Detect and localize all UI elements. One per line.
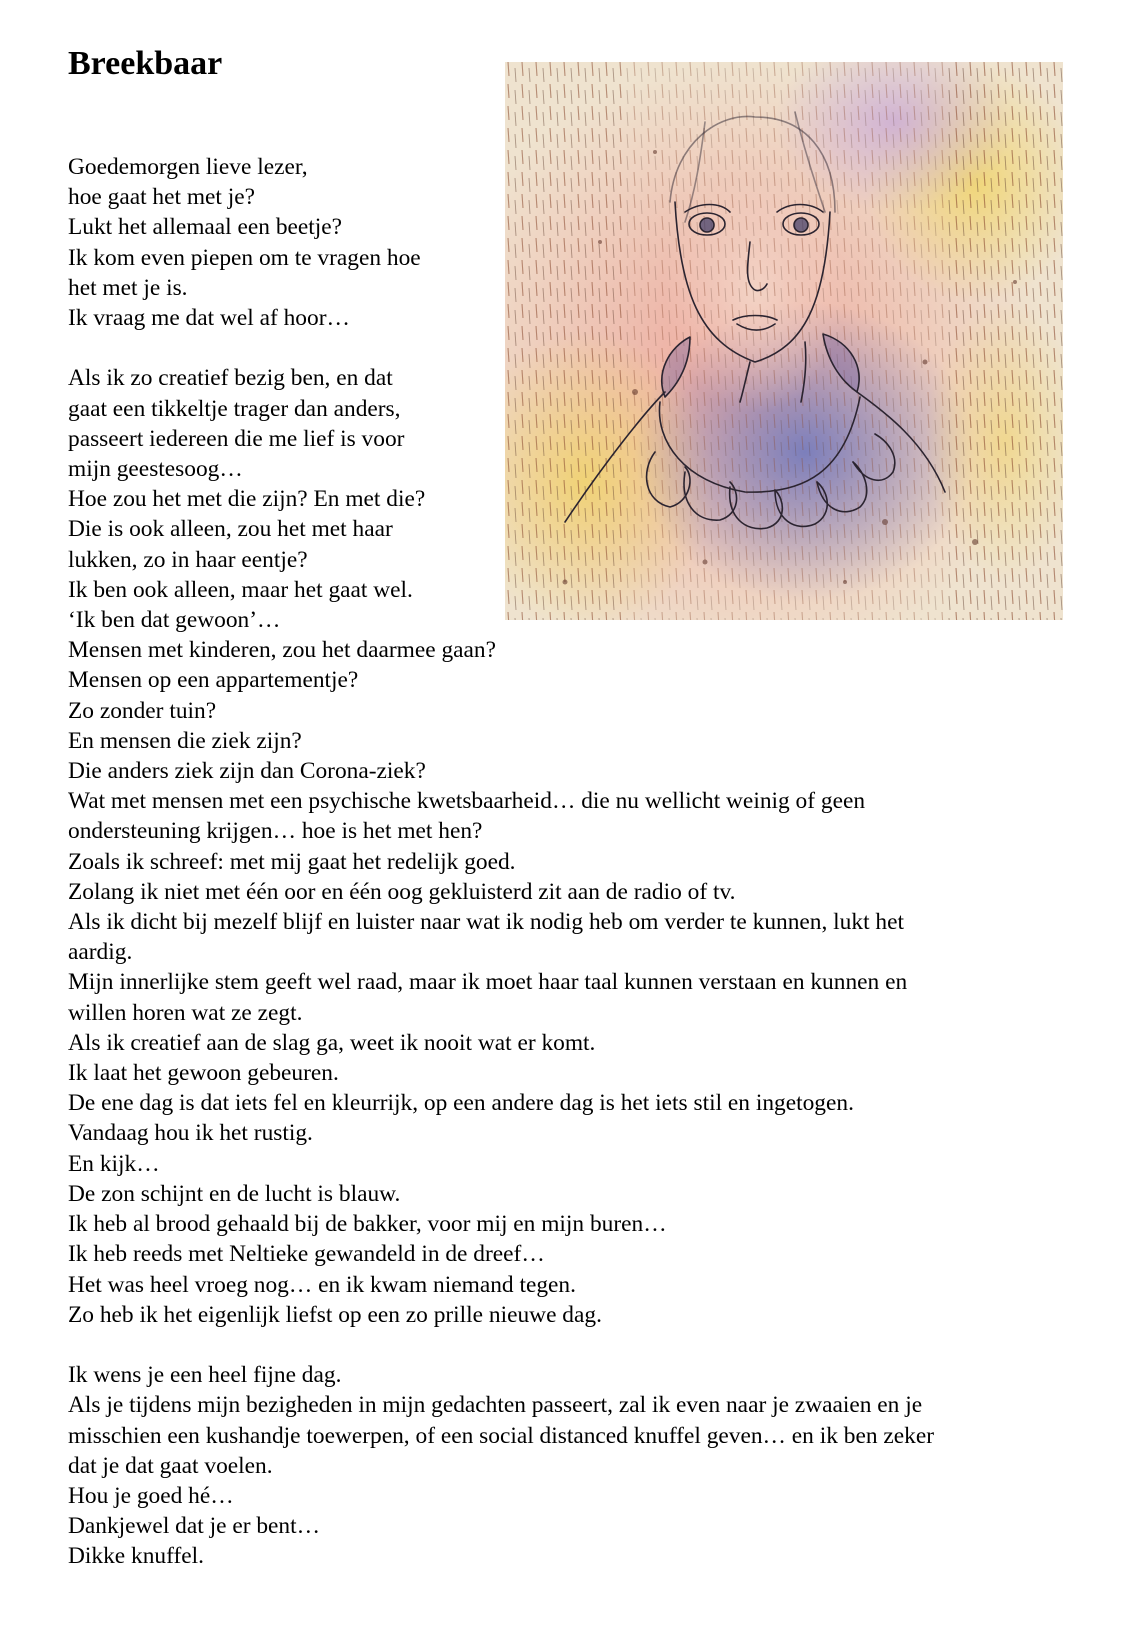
text-line: Zo zonder tuin? [68,697,217,724]
text-line: Mensen op een appartementje? [68,667,359,694]
text-line: hoe gaat het met je? [68,184,256,211]
text-line: Die is ook alleen, zou het met haar [68,516,393,543]
text-line: Als ik dicht bij mezelf blijf en luister naar wat ik nodig heb om verder te kunnen, lukt het [68,909,904,936]
text-line: Ik ben ook alleen, maar het gaat wel. [68,576,413,603]
text-line: Wat met mensen met een psychische kwetsbaarheid… die nu wellicht weinig of geen [68,788,866,815]
text-line: En mensen die ziek zijn? [68,727,302,754]
text-line: Goedemorgen lieve lezer, [68,154,308,180]
text-line: Ik vraag me dat wel af hoor… [68,305,350,332]
text-line: aardig. [68,939,133,966]
text-line: Lukt het allemaal een beetje? [68,214,343,241]
text-line: willen horen wat ze zegt. [68,999,303,1026]
text-line: Ik wens je een heel fijne dag. [68,1362,342,1389]
text-line: Ik laat het gewoon gebeuren. [68,1060,339,1087]
text-line: De zon schijnt en de lucht is blauw. [68,1180,401,1207]
text-line: ‘Ik ben dat gewoon’… [68,607,281,634]
blank-line [68,1330,1078,1360]
text-line: Mijn innerlijke stem geeft wel raad, maar ik moet haar taal kunnen verstaan en kunnen en [68,969,908,996]
text-line: mijn geestesoog… [68,456,243,483]
blank-line [68,333,1078,363]
letter-body [68,152,1078,1572]
text-line: Die anders ziek zijn dan Corona-ziek? [68,758,426,785]
text-line: lukken, zo in haar eentje? [68,546,308,573]
text-line: Zolang ik niet met één oor en één oog gekluisterd zit aan de radio of tv. [68,878,736,905]
text-line: Vandaag hou ik het rustig. [68,1120,313,1147]
text-line: Hou je goed hé… [68,1482,234,1509]
text-line: Als je tijdens mijn bezigheden in mijn gedachten passeert, zal ik even naar je zwaaien en je [68,1392,923,1419]
text-line: Ik kom even piepen om te vragen hoe [68,244,421,271]
text-line: dat je dat gaat voelen. [68,1452,273,1479]
text-line: Zo heb ik het eigenlijk liefst op een zo prille nieuwe dag. [68,1301,602,1328]
text-line: En kijk… [68,1150,160,1177]
text-line: gaat een tikkeltje trager dan anders, [68,395,401,422]
text-line: Als ik zo creatief bezig ben, en dat [68,365,393,392]
page-title: Breekbaar [68,45,223,82]
text-line: De ene dag is dat iets fel en kleurrijk, op een andere dag is het iets stil en ingetogen. [68,1090,854,1117]
text-line: het met je is. [68,274,188,301]
text-line: passeert iedereen die me lief is voor [68,425,405,452]
text-line: Ik heb reeds met Neltieke gewandeld in de dreef… [68,1241,545,1268]
text-line: Hoe zou het met die zijn? En met die? [68,486,426,513]
text-line: ondersteuning krijgen… hoe is het met hen? [68,818,483,845]
text-line: Als ik creatief aan de slag ga, weet ik nooit wat er komt. [68,1029,596,1056]
text-line: Ik heb al brood gehaald bij de bakker, voor mij en mijn buren… [68,1211,667,1238]
text-line: Dikke knuffel. [68,1543,204,1570]
text-line: misschien een kushandje toewerpen, of een social distanced knuffel geven… en ik ben zeker [68,1422,935,1449]
text-line: Het was heel vroeg nog… en ik kwam niemand tegen. [68,1271,576,1298]
text-line: Dankjewel dat je er bent… [68,1513,320,1540]
text-line: Zoals ik schreef: met mij gaat het redelijk goed. [68,848,516,875]
text-line: Mensen met kinderen, zou het daarmee gaan? [68,637,496,664]
